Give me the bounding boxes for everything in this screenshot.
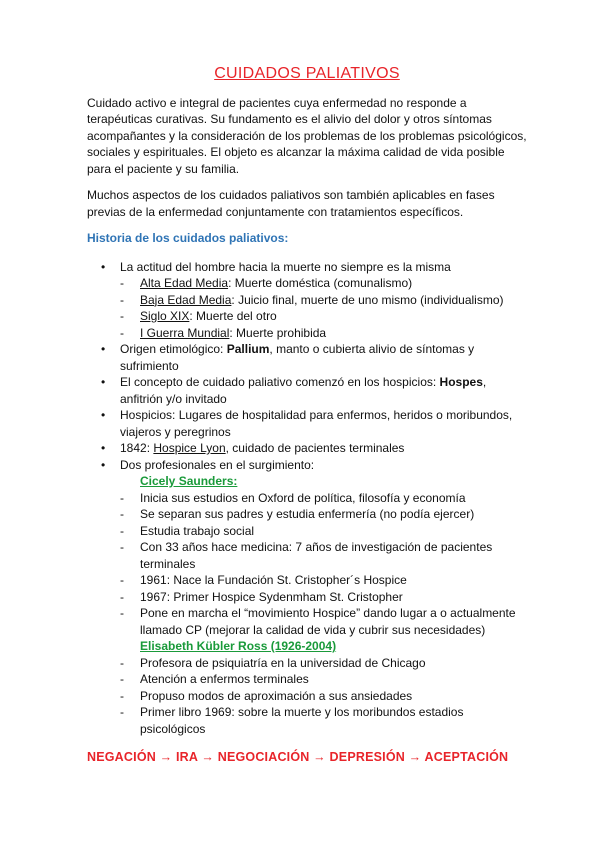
- dash-icon: -: [120, 589, 124, 604]
- document-page: [87, 66, 527, 766]
- dash-icon: -: [120, 309, 124, 323]
- dash-icon: -: [120, 705, 124, 719]
- sub-item-text: 1961: Nace la Fundación St. Cristopher´s Hospice: [140, 573, 407, 587]
- dash-icon: -: [120, 325, 124, 340]
- sub-list: [120, 275, 527, 341]
- bullet-icon: •: [101, 408, 106, 422]
- list-item: [87, 259, 527, 342]
- bullet-icon: •: [101, 457, 106, 472]
- sub-list-kubler-ross: [120, 655, 527, 738]
- dash-icon: -: [120, 276, 124, 290]
- list-item: [87, 457, 527, 738]
- period-desc: : Muerte del otro: [189, 309, 277, 323]
- list-item: [87, 407, 527, 440]
- sub-item: [120, 688, 527, 705]
- period-name: Alta Edad Media: [140, 276, 229, 290]
- sub-item: [120, 539, 527, 572]
- bullet-icon: •: [101, 441, 106, 455]
- person-heading-kubler-ross: Elisabeth Kübler Ross (1926-2004): [140, 639, 337, 653]
- sub-item-text: Atención a enfermos terminales: [140, 672, 309, 686]
- bullet-text: Dos profesionales en el surgimiento:: [120, 457, 315, 472]
- dash-icon: -: [120, 606, 124, 620]
- period-name: I Guerra Mundial: [140, 325, 230, 340]
- dash-icon: -: [120, 523, 124, 538]
- sub-item: [120, 275, 527, 292]
- dash-icon: -: [120, 672, 124, 686]
- list-item: [87, 374, 527, 407]
- period-desc: : Muerte prohibida: [229, 325, 327, 340]
- dash-icon: -: [120, 507, 124, 521]
- sub-item-text: 1967: Primer Hospice Sydenmham St. Cristopher: [140, 589, 403, 604]
- bullet-text: Hospicios: Lugares de hospitalidad para enfermos, heridos o moribundos, viajeros y peregrinos: [120, 408, 513, 439]
- sub-item-text: Primer libro 1969: sobre la muerte y los moribundos estadios psicológicos: [140, 705, 464, 736]
- period-name: Baja Edad Media: [140, 292, 232, 307]
- sub-item-text: Profesora de psiquiatría en la universidad de Chicago: [140, 655, 426, 670]
- person-heading-saunders: Cicely Saunders:: [140, 474, 238, 488]
- sub-item: [120, 490, 527, 507]
- bullet-text: Origen etimológico:: [120, 342, 227, 356]
- dash-icon: -: [120, 540, 124, 554]
- page-title: CUIDADOS PALIATIVOS: [214, 65, 400, 82]
- sub-item-text: Estudia trabajo social: [140, 523, 255, 538]
- bullet-text: La actitud del hombre hacia la muerte no siempre es la misma: [120, 259, 451, 274]
- sub-item-text: Pone en marcha el “movimiento Hospice” dando lugar a o actualmente llamado CP (mejorar la calidad de vida y cubrir sus necesidades): [140, 606, 516, 637]
- dash-icon: -: [120, 490, 124, 505]
- sub-item-text: Propuso modos de aproximación a sus ansiedades: [140, 688, 413, 703]
- bullet-text: El concepto de cuidado paliativo comenzó en los hospicios:: [120, 375, 440, 389]
- intro-paragraph-2: Muchos aspectos de los cuidados paliativos son también aplicables en fases previas de la enfermedad conjuntamente con tratamientos específicos.: [87, 188, 495, 219]
- bullet-text: 1842:: [120, 441, 154, 455]
- sub-list-saunders: [120, 490, 527, 639]
- sub-item: [120, 523, 527, 540]
- sub-item: [120, 292, 527, 309]
- bullet-icon: •: [101, 342, 106, 356]
- hospice-lyon: Hospice Lyon: [153, 441, 226, 455]
- dash-icon: -: [120, 655, 124, 670]
- bullet-text: , anfitrión y/o invitado: [120, 375, 487, 406]
- history-heading: Historia de los cuidados paliativos:: [87, 231, 289, 245]
- sub-item-text: Con 33 años hace medicina: 7 años de investigación de pacientes terminales: [140, 540, 493, 571]
- sub-item: [120, 671, 527, 688]
- sub-item: [120, 325, 527, 342]
- sub-item: [120, 605, 527, 638]
- dash-icon: -: [120, 688, 124, 703]
- sub-item: [120, 655, 527, 672]
- list-item: [87, 341, 527, 374]
- intro-paragraph-1: Cuidado activo e integral de pacientes cuya enfermedad no responde a terapéuticas curativas. Su fundamento es el alivio del dolor y otros síntomas acompañantes y la consideración de los problemas de los problemas psicológicos, sociales y espirituales. El objeto es alcanzar la máxima calidad de vida posible para el paciente y su familia.: [87, 95, 527, 176]
- list-item: [87, 440, 527, 457]
- sub-item: [120, 506, 527, 523]
- sub-item: [120, 572, 527, 589]
- history-list: [87, 259, 527, 738]
- sub-item: [120, 308, 527, 325]
- sub-item-text: Se separan sus padres y estudia enfermería (no podía ejercer): [140, 507, 475, 521]
- bullet-text: , manto o cubierta alivio de síntomas y sufrimiento: [120, 342, 475, 373]
- bold-term: Hospes: [439, 375, 483, 389]
- period-desc: : Juicio final, muerte de uno mismo (individualismo): [231, 292, 504, 307]
- sub-item-text: Inicia sus estudios en Oxford de política, filosofía y economía: [140, 490, 466, 505]
- sub-item: [120, 589, 527, 606]
- bullet-icon: •: [101, 259, 106, 274]
- bullet-text: , cuidado de pacientes terminales: [225, 441, 405, 455]
- sub-item: [120, 704, 527, 737]
- dash-icon: -: [120, 573, 124, 587]
- period-name: Siglo XIX: [140, 309, 190, 323]
- period-desc: : Muerte doméstica (comunalismo): [228, 276, 413, 290]
- bold-term: Pallium: [226, 342, 270, 356]
- bullet-icon: •: [101, 375, 106, 389]
- dash-icon: -: [120, 292, 124, 307]
- grief-stages-line: NEGACIÓN → IRA → NEGOCIACIÓN → DEPRESIÓN → ACEPTACIÓN: [87, 750, 509, 764]
